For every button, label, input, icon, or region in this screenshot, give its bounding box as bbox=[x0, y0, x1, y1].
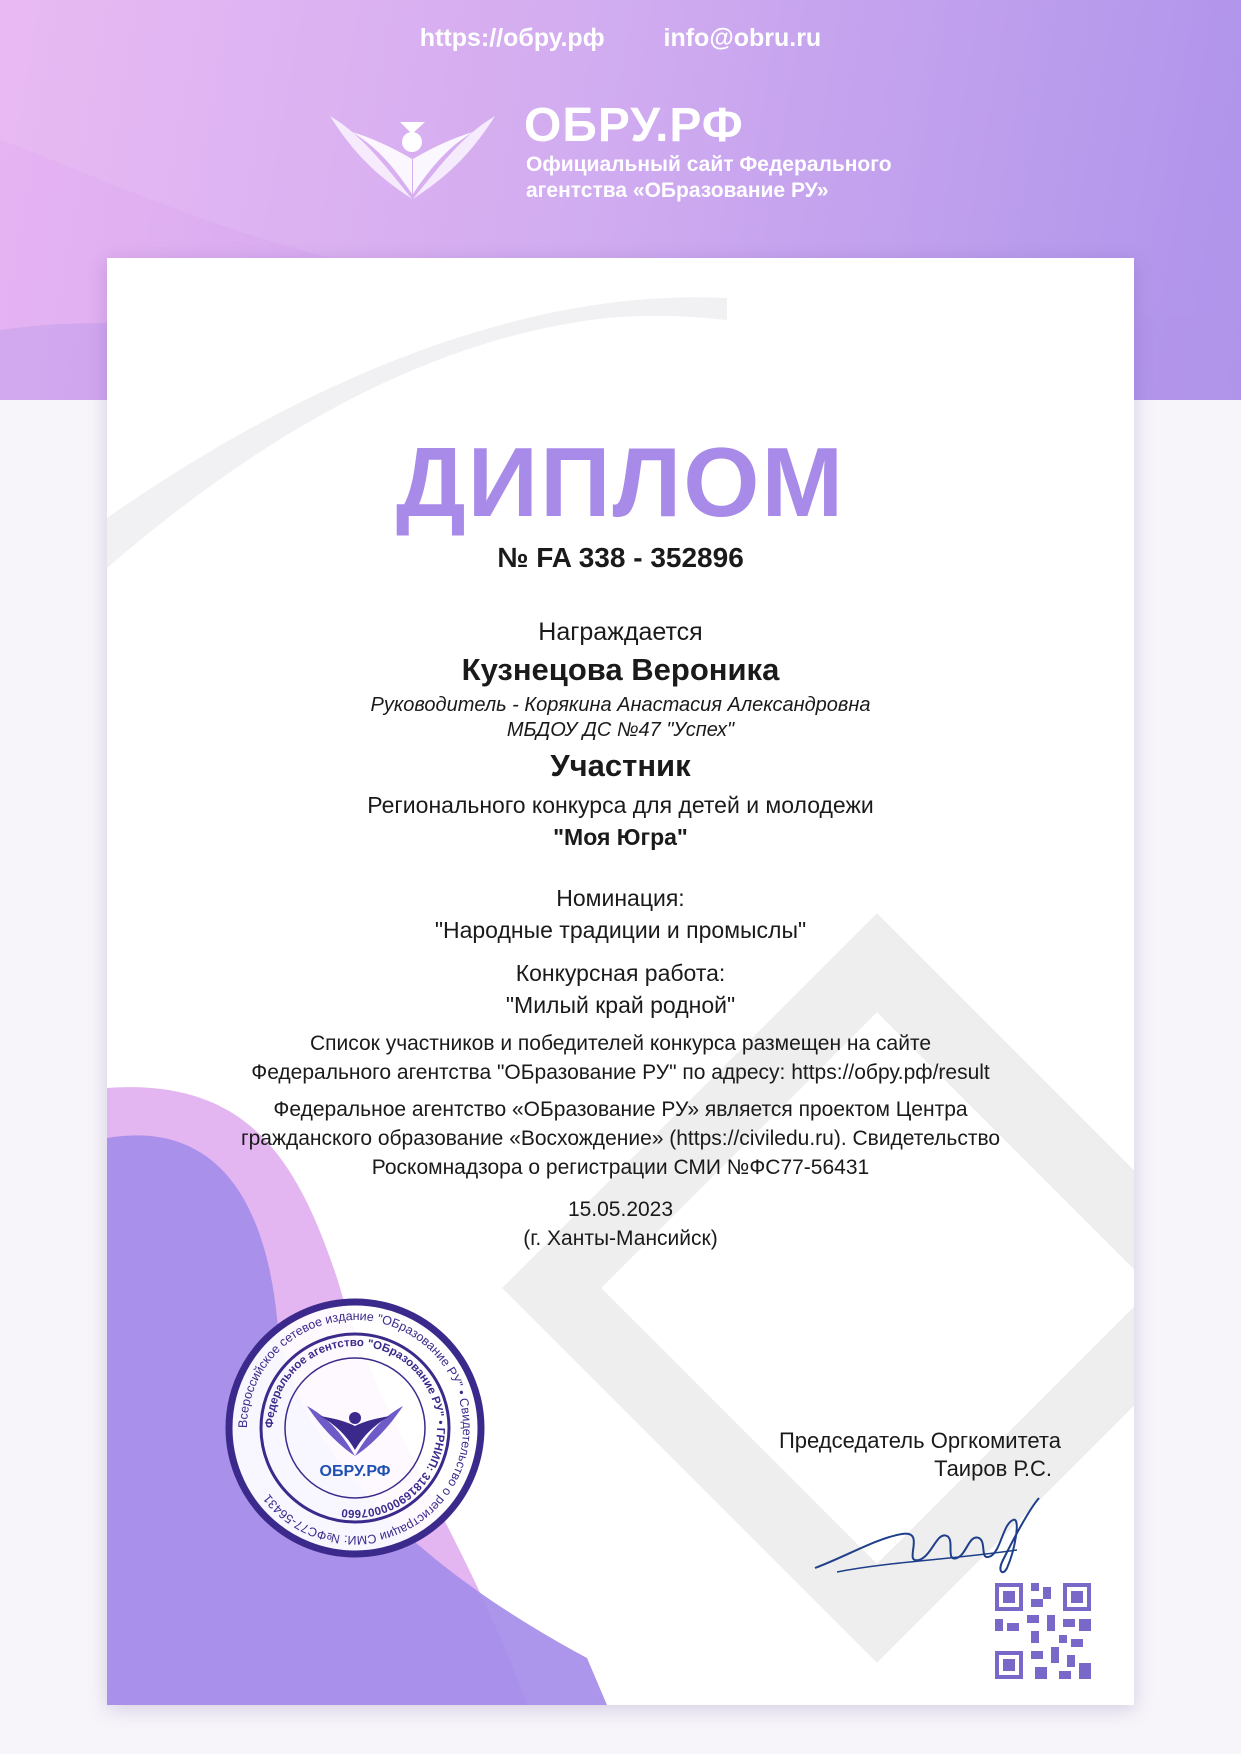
project-line-3: Роскомнадзора о регистрации СМИ №ФС77-56431 bbox=[371, 1156, 870, 1179]
site-url-link[interactable]: https://обру.рф bbox=[419, 24, 605, 52]
seal-outer-text: Всероссийское сетевое издание "ОБразование РУ" • Свидетельство о регистрации СМИ: №ФС77-56431 bbox=[235, 1308, 475, 1548]
signature-title: Председатель Оргкомитета bbox=[778, 1428, 1061, 1453]
contest-description: Регионального конкурса для детей и молодежи bbox=[367, 792, 874, 818]
email-link[interactable]: info@obru.ru bbox=[663, 24, 822, 52]
issue-date: 15.05.2023 bbox=[567, 1198, 674, 1221]
signature-name: Таиров Р.С. bbox=[934, 1456, 1052, 1481]
diploma-title: ДИПЛОМ bbox=[395, 427, 846, 537]
seal-center-text: ОБРУ.РФ bbox=[319, 1463, 391, 1480]
brand-tagline bbox=[526, 152, 892, 204]
contest-name: "Моя Югра" bbox=[553, 824, 688, 850]
diploma-sheet bbox=[107, 258, 1134, 1705]
diploma-number: № FA 338 - 352896 bbox=[497, 542, 744, 573]
results-note bbox=[107, 1029, 1134, 1087]
qr-code-icon[interactable] bbox=[995, 1583, 1091, 1679]
brand-name: ОБРУ.РФ bbox=[524, 99, 744, 152]
participant-status: Участник bbox=[550, 748, 691, 783]
tagline-line-2: агентства «ОБразование РУ» bbox=[526, 179, 829, 202]
supervisor-line: Руководитель - Корякина Анастасия Александровна bbox=[370, 694, 871, 716]
project-line-1: Федеральное агентство «ОБразование РУ» является проектом Центра bbox=[273, 1098, 968, 1121]
issue-city: (г. Ханты-Мансийск) bbox=[523, 1227, 718, 1250]
seal-inner-text: Федеральное агентство "ОБразование РУ" • ГРНИП: 318169000007660 bbox=[263, 1336, 447, 1520]
work-label: Конкурсная работа: bbox=[515, 960, 726, 986]
tagline-line-1: Официальный сайт Федерального bbox=[526, 153, 892, 176]
awarded-label: Награждается bbox=[538, 618, 703, 646]
project-line-2: гражданского образование «Восхождение» (https://civiledu.ru). Свидетельство bbox=[240, 1127, 1001, 1150]
eagle-logo-icon bbox=[330, 104, 495, 204]
results-line-1: Список участников и победителей конкурса размещен на сайте bbox=[309, 1032, 932, 1055]
nomination-label: Номинация: bbox=[556, 885, 685, 911]
organization-line: МБДОУ ДС №47 "Успех" bbox=[506, 719, 735, 741]
nomination-value: "Народные традиции и промыслы" bbox=[434, 917, 807, 943]
work-title: "Милый край родной" bbox=[505, 992, 736, 1018]
header-contacts bbox=[0, 24, 1241, 53]
project-note bbox=[107, 1095, 1134, 1182]
handwritten-signature bbox=[807, 1476, 1047, 1586]
recipient-name: Кузнецова Вероника bbox=[461, 652, 780, 687]
results-line-2: Федерального агентства "ОБразование РУ" по адресу: https://обру.рф/result bbox=[251, 1061, 990, 1084]
official-seal-icon bbox=[225, 1298, 485, 1558]
